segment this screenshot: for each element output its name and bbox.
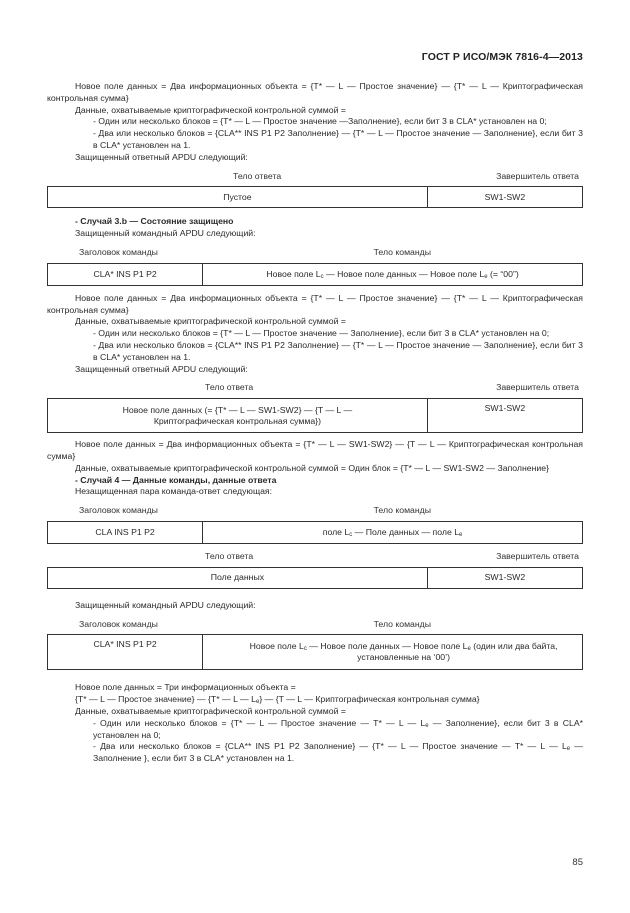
- caption-command-header: Заголовок команды: [79, 505, 158, 516]
- list-item: - Два или несколько блоков = {CLA** INS P1 P2 Заполнение} — {T* — L — Простое значение — T* — L — $L_e$ — Заполнение }, если бит 3 в CLA* установлен на 1.: [93, 741, 583, 764]
- paragraph: Данные, охватываемые криптографической контрольной суммой = Один блок = {T* — L — SW1-SW2 — Заполнение}: [75, 462, 550, 473]
- response-trailer-cell: SW1-SW2: [427, 567, 582, 588]
- list-item: - Один или несколько блоков = {T* — L — Простое значение — Заполнение}, если бит 3 в CLA* установлен на 0;: [93, 328, 550, 339]
- paragraph: Новое поле данных = Три информационных объекта =: [75, 682, 296, 693]
- caption-command-body: Тело команды: [373, 246, 431, 257]
- response-table: [47, 398, 583, 433]
- command-table: [47, 263, 583, 286]
- list-item: - Два или несколько блоков = {CLA** INS P1 P2 Заполнение} — {T* — L — Простое значение — Заполнение}, если бит 3 в CLA* установлен на 1.: [93, 339, 583, 362]
- response-body-cell: Новое поле данных (= {T* — L — SW1-SW2} — {T — L — Криптографическая контрольная сумма}): [48, 399, 428, 433]
- caption-command-header: Заголовок команды: [79, 618, 158, 629]
- command-header-cell: CLA INS P1 P2: [48, 521, 203, 543]
- table-caption: [47, 505, 583, 517]
- list-item: - Один или несколько блоков = {T* — L — Простое значение — T* — L — $L_e$ — Заполнение}, если бит 3 в CLA* установлен на 0;: [93, 717, 583, 740]
- document-header: ГОСТ Р ИСО/МЭК 7816-4—2013: [421, 51, 583, 63]
- paragraph: Защищенный ответный APDU следующий:: [75, 151, 248, 162]
- response-table: [47, 186, 583, 208]
- list-item: - Два или несколько блоков = {CLA** INS P1 P2 Заполнение} — {T* — L — Простое значение — Заполнение}, если бит 3 в CLA* установлен на 1.: [93, 128, 583, 150]
- paragraph: Защищенный командный APDU следующий:: [75, 228, 256, 239]
- section-heading: - Случай 4 — Данные команды, данные ответа: [75, 474, 277, 485]
- command-body-cell: поле $L_c$ — Поле данных — поле $L_e$: [203, 521, 583, 543]
- paragraph: Новое поле данных = Два информационных объекта = {T* — L — Простое значение} — {T* — L — Криптографическая контрольная сумма}: [47, 81, 583, 103]
- response-trailer-cell: SW1-SW2: [427, 399, 582, 433]
- paragraph: Данные, охватываемые криптографической контрольной суммой =: [75, 104, 346, 115]
- caption-response-trailer: Завершитель ответа: [496, 550, 579, 561]
- list-item: - Один или несколько блоков = {T* — L — Простое значение —Заполнение}, если бит 3 в CLA* установлен на 0;: [93, 116, 547, 127]
- caption-response-trailer: Завершитель ответа: [496, 170, 579, 181]
- section-heading: - Случай 3.b — Состояние защищено: [75, 216, 234, 227]
- response-body-cell: Пустое: [48, 187, 428, 208]
- response-trailer-cell: SW1-SW2: [427, 187, 582, 208]
- caption-response-body: Тело ответа: [205, 550, 254, 561]
- command-body-cell: Новое поле $L_c$ — Новое поле данных — Новое поле $L_e$ (= “00”): [203, 263, 583, 285]
- caption-command-header: Заголовок команды: [79, 246, 158, 257]
- command-table: [47, 634, 583, 670]
- page-number: 85: [572, 857, 583, 868]
- caption-command-body: Тело команды: [373, 505, 431, 516]
- response-body-cell: Поле данных: [48, 567, 428, 588]
- paragraph: {T* — L — Простое значение} — {T* — L — $L_e$} — {T — L — Криптографическая контрольная сумма}: [75, 694, 480, 706]
- response-table: [47, 567, 583, 589]
- table-caption: [47, 382, 583, 394]
- table-caption: [47, 619, 583, 631]
- paragraph: Данные, охватываемые криптографической контрольной суммой =: [75, 316, 346, 327]
- paragraph: Защищенный командный APDU следующий:: [75, 599, 256, 610]
- paragraph: Новое поле данных = Два информационных объекта = {T* — L — Простое значение} — {T* — L — Криптографическая контрольная сумма}: [47, 292, 583, 315]
- table-caption: [47, 171, 583, 183]
- paragraph: Новое поле данных = Два информационных объекта = {T* — L — SW1-SW2} — {T — L — Криптографическая контрольная сумма}: [47, 439, 583, 461]
- caption-response-body: Тело ответа: [233, 170, 282, 181]
- paragraph: Незащищенная пара команда-ответ следующая:: [75, 486, 273, 497]
- paragraph: Данные, охватываемые криптографической контрольной суммой =: [75, 705, 346, 716]
- command-header-cell: CLA* INS P1 P2: [48, 635, 203, 670]
- command-table: [47, 521, 583, 544]
- table-caption: [47, 551, 583, 563]
- command-header-cell: CLA* INS P1 P2: [48, 263, 203, 285]
- caption-response-trailer: Завершитель ответа: [496, 382, 579, 393]
- page-content: [47, 81, 583, 765]
- command-body-cell: Новое поле $L_c$ — Новое поле данных — Новое поле $L_e$ (один или два байта, установленные на ‘00’): [203, 635, 583, 670]
- paragraph: Защищенный ответный APDU следующий:: [75, 363, 248, 374]
- table-caption: [47, 247, 583, 259]
- caption-command-body: Тело команды: [373, 618, 431, 629]
- caption-response-body: Тело ответа: [205, 382, 254, 393]
